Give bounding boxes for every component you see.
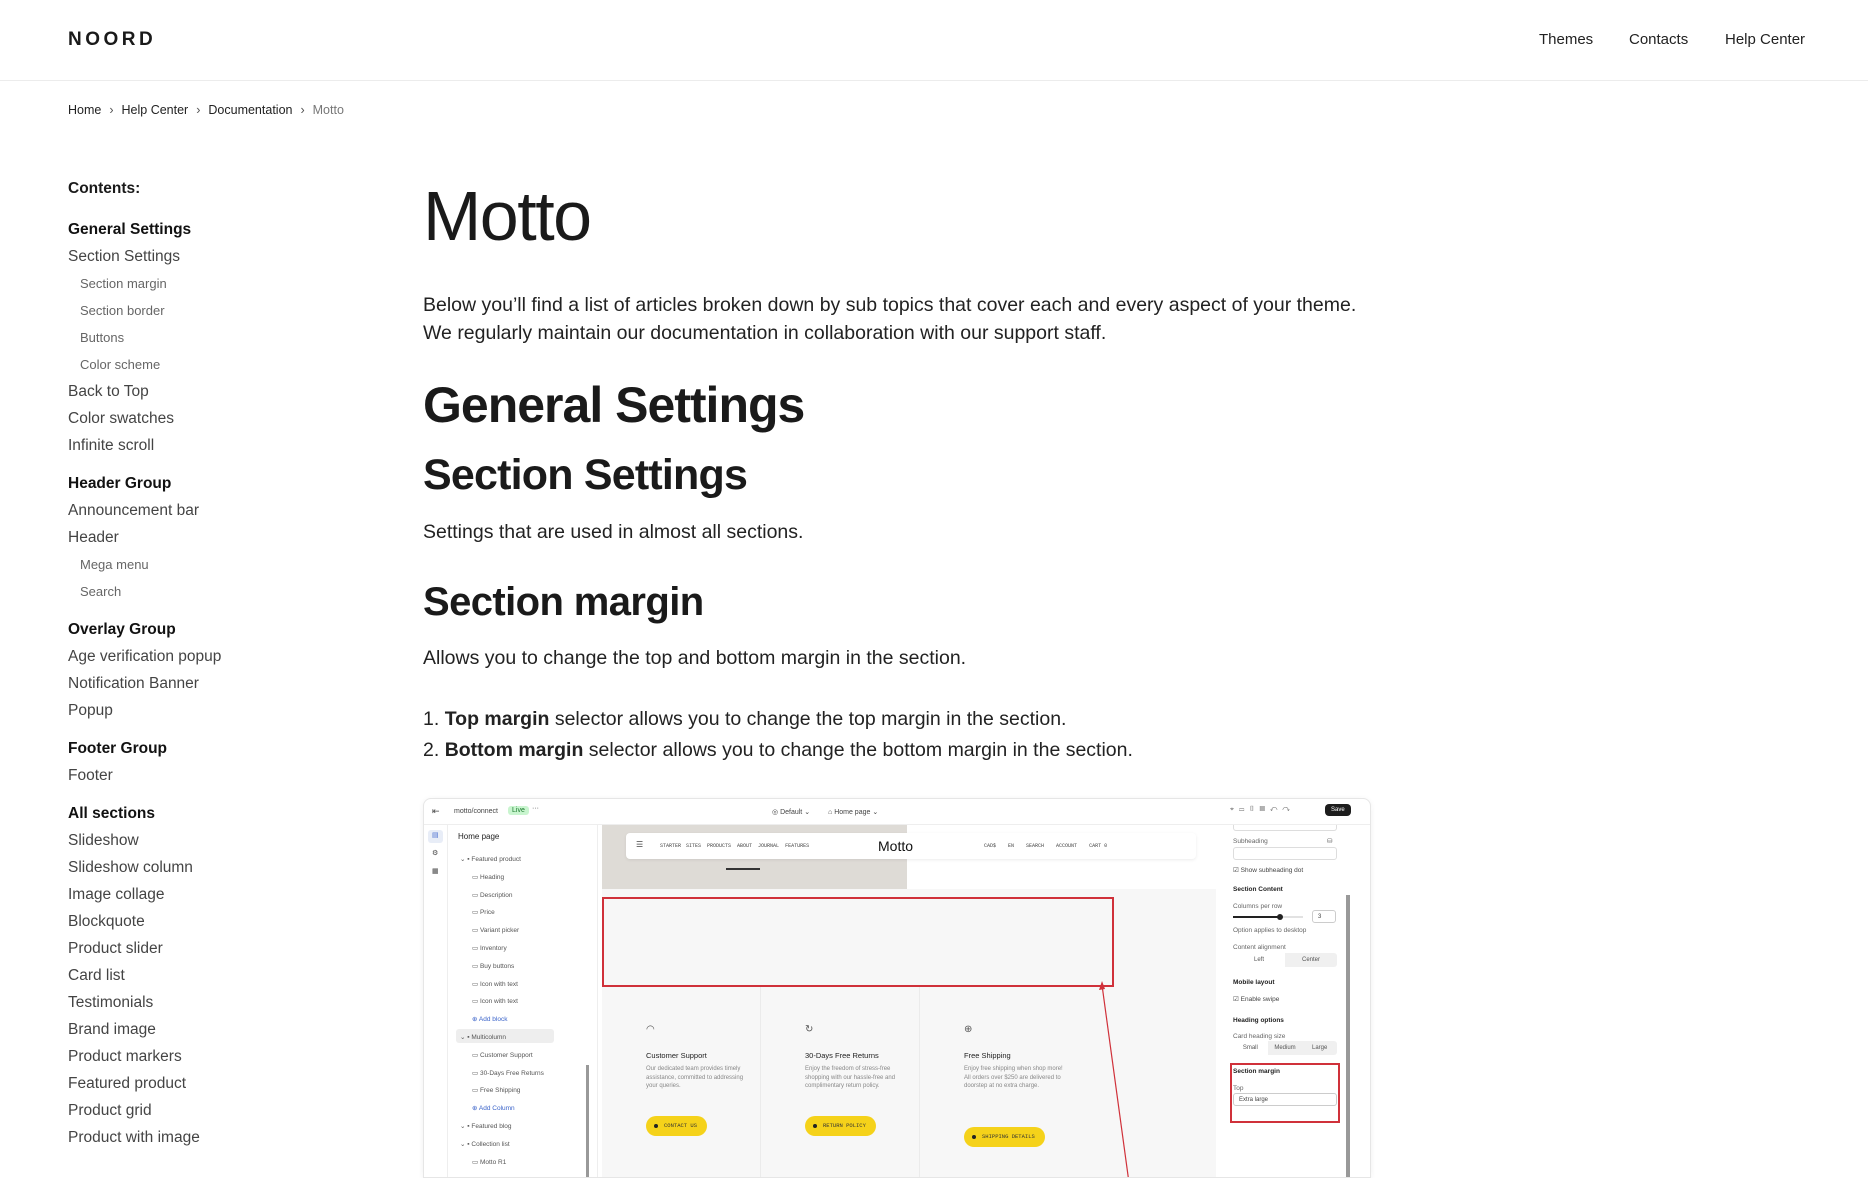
section-tree: [448, 825, 598, 1178]
tree-item-label: 30-Days Free Returns: [479, 1069, 544, 1077]
sidebar-item-card-list[interactable]: Card list: [68, 967, 125, 984]
store-nav-item: JOURNAL: [758, 843, 780, 849]
heading-general-settings: General Settings: [423, 377, 805, 433]
block-icon: ▭: [472, 927, 480, 935]
sidebar-item-popup[interactable]: Popup: [68, 702, 113, 719]
sidebar-item-section-settings[interactable]: Section Settings: [68, 248, 181, 265]
block-icon: ⌄ ▪: [460, 856, 472, 863]
sidebar-item-color-scheme[interactable]: Color scheme: [80, 357, 161, 372]
tree-item: [472, 1086, 520, 1094]
chevron-right-icon: ›: [196, 103, 201, 117]
sidebar-item-product-with-image[interactable]: Product with image: [68, 1129, 200, 1146]
breadcrumb-current: Motto: [312, 103, 344, 117]
chevron-right-icon: ›: [300, 103, 305, 117]
tree-item: [472, 1158, 506, 1166]
sidebar-item-testimonials[interactable]: Testimonials: [68, 994, 154, 1011]
list-number: 2.: [423, 739, 440, 761]
store-name: motto/connect: [454, 808, 498, 815]
globe-icon: ⊕: [964, 1024, 973, 1035]
tree-item-label: Buy buttons: [479, 962, 515, 970]
store-util-item: EN: [1008, 843, 1015, 849]
heading-options-heading: Heading options: [1233, 1017, 1284, 1024]
align-left: Left: [1233, 953, 1285, 967]
store-util-item: CART 0: [1089, 843, 1108, 849]
tree-item-label: Description: [479, 891, 513, 899]
sidebar-item-notification-banner[interactable]: Notification Banner: [68, 675, 199, 692]
mobile-layout-heading: Mobile layout: [1233, 979, 1275, 986]
section-settings-desc: Settings that are used in almost all sections.: [423, 521, 804, 543]
store-nav-item: STARTER SITES: [660, 843, 702, 849]
column-text: Enjoy the freedom of stress-free shopping with our hassle-free and complimentary return policy.: [805, 1066, 896, 1089]
subheading-label: Subheading: [1233, 838, 1268, 845]
section-content-heading: Section Content: [1233, 886, 1283, 893]
block-icon: ▭: [472, 1069, 480, 1077]
breadcrumb: [68, 103, 344, 117]
sidebar-item-slideshow[interactable]: Slideshow: [68, 832, 139, 849]
editor-screenshot: [423, 798, 1371, 1178]
heading-section-settings: Section Settings: [423, 451, 748, 499]
tree-item: [472, 997, 518, 1005]
option-note: Option applies to desktop: [1233, 927, 1307, 934]
sidebar-item-header-group[interactable]: Header Group: [68, 475, 172, 492]
store-header: [626, 833, 1196, 859]
database-icon: ⛁: [1327, 838, 1333, 845]
alignment-toggle: [1233, 953, 1337, 967]
tree-item: [460, 1140, 510, 1148]
theme-label: Default: [780, 809, 803, 816]
block-icon: ▭: [472, 1158, 480, 1166]
palette-icon: ◎: [772, 809, 781, 816]
page-label: Home page: [834, 809, 871, 816]
tree-item: [460, 1122, 512, 1130]
logo[interactable]: NOORD: [68, 29, 157, 50]
sidebar-item-blockquote[interactable]: Blockquote: [68, 913, 145, 930]
column-button: RETURN POLICY: [805, 1116, 876, 1136]
sidebar-item-all-sections[interactable]: All sections: [68, 805, 155, 822]
sidebar-item-general-settings[interactable]: General Settings: [68, 221, 192, 238]
add-icon: ⊕: [472, 1016, 479, 1024]
panel-scrollbar: [1346, 895, 1350, 1178]
sidebar-item-image-collage[interactable]: Image collage: [68, 886, 165, 903]
tree-item-label: Customer Support: [479, 1051, 533, 1059]
sidebar-item-infinite-scroll[interactable]: Infinite scroll: [68, 437, 155, 454]
column-text: Enjoy free shipping when shop more! All orders over $250 are delivered to doorstep at no extra charge.: [964, 1066, 1063, 1089]
tree-item-label: Add Column: [478, 1105, 515, 1113]
sidebar-item-footer-group[interactable]: Footer Group: [68, 740, 168, 757]
block-icon: ▭: [472, 909, 480, 917]
sidebar-item-search[interactable]: Search: [80, 584, 122, 599]
tree-item-label: Multicolumn: [471, 1034, 507, 1041]
sidebar-item-product-slider[interactable]: Product slider: [68, 940, 163, 957]
column-card: [761, 987, 920, 1178]
sections-icon: ▤: [432, 832, 439, 839]
sidebar-item-featured-product[interactable]: Featured product: [68, 1075, 187, 1092]
sidebar-item-section-border[interactable]: Section border: [80, 303, 165, 318]
list-term: Bottom margin: [444, 739, 584, 761]
heading-size-toggle: [1233, 1041, 1337, 1055]
size-medium: Medium: [1274, 1045, 1296, 1051]
sidebar-item-header[interactable]: Header: [68, 529, 119, 546]
tree-item-label: Variant picker: [479, 927, 520, 935]
size-small: Small: [1233, 1041, 1268, 1055]
tree-item: [472, 926, 519, 934]
tree-title: Home page: [458, 832, 500, 841]
block-icon: ▭: [472, 945, 480, 952]
block-icon: ▭: [472, 891, 480, 899]
nav-themes[interactable]: Themes: [1539, 31, 1594, 48]
save-button: Save: [1325, 804, 1351, 816]
columns-label: Columns per row: [1233, 903, 1283, 910]
tree-item-label: Icon with text: [479, 980, 518, 988]
tree-item-label: Add block: [478, 1016, 508, 1024]
store-logo: Motto: [878, 838, 914, 854]
tree-item: [472, 1069, 544, 1077]
column-title: 30-Days Free Returns: [805, 1051, 879, 1060]
tree-item-label: Motto R1: [479, 1158, 507, 1166]
tree-item: [460, 1033, 506, 1041]
return-icon: ↻: [805, 1024, 814, 1035]
contents-sidebar: [68, 180, 368, 1151]
list-text: selector allows you to change the bottom margin in the section.: [583, 739, 1133, 761]
enable-swipe-label: Enable swipe: [1240, 996, 1280, 1003]
tree-item: [472, 944, 507, 952]
sidebar-item-announcement-bar[interactable]: Announcement bar: [68, 502, 199, 519]
store-util-item: SEARCH: [1026, 843, 1045, 849]
heading-section-margin: Section margin: [423, 580, 704, 624]
sidebar-item-slideshow-column[interactable]: Slideshow column: [68, 859, 193, 876]
block-icon: ▭: [472, 962, 480, 970]
block-icon: ▭: [472, 1051, 480, 1059]
store-nav-item: PRODUCTS: [707, 843, 732, 849]
block-icon: ▭: [472, 1087, 480, 1095]
add-icon: ⊕: [472, 1105, 479, 1113]
breadcrumb-home[interactable]: Home: [68, 103, 102, 117]
sidebar-item-footer[interactable]: Footer: [68, 767, 113, 784]
tree-item: [472, 873, 504, 881]
settings-panel: [1226, 825, 1371, 1178]
column-card: [602, 987, 761, 1178]
tree-item-label: Inventory: [479, 945, 507, 952]
breadcrumb-help-center[interactable]: Help Center: [121, 103, 189, 117]
annotation-arrow: [1092, 975, 1132, 1178]
store-util-item: ACCOUNT: [1056, 843, 1078, 849]
sidebar-item-buttons[interactable]: Buttons: [80, 330, 125, 345]
block-icon: ▭: [472, 980, 480, 988]
list-term: Top margin: [444, 708, 550, 730]
icon-rail: [424, 825, 448, 1178]
sidebar-item-product-markers[interactable]: Product markers: [68, 1048, 182, 1065]
headset-icon: ◠: [646, 1024, 655, 1035]
column-text: Our dedicated team provides timely assistance, committed to addressing your queries.: [646, 1066, 744, 1089]
sidebar-item-brand-image[interactable]: Brand image: [68, 1021, 156, 1038]
subheading-input: [1233, 847, 1337, 860]
store-preview: [602, 825, 1216, 1178]
card-heading-size-label: Card heading size: [1233, 1033, 1286, 1040]
tree-item-label: Price: [479, 909, 495, 917]
tree-item: [472, 1104, 515, 1112]
column-button: CONTACT US: [646, 1116, 707, 1136]
top-label: Top: [1233, 1085, 1244, 1092]
section-margin-highlight: [602, 897, 1114, 987]
breadcrumb-documentation[interactable]: Documentation: [208, 103, 293, 117]
contents-caption: Contents:: [68, 180, 141, 197]
show-dot-label: Show subheading dot: [1240, 867, 1304, 874]
show-dot-checkbox: ☑ Show subheading dot: [1233, 867, 1304, 874]
alignment-label: Content alignment: [1233, 944, 1286, 951]
list-item: [423, 708, 1066, 731]
block-icon: ⌄ ▪: [460, 1140, 472, 1148]
page-title: Motto: [423, 177, 591, 255]
tree-item-label: Icon with text: [479, 998, 518, 1006]
block-icon: ▭: [472, 873, 480, 881]
chevron-right-icon: ›: [109, 103, 114, 117]
size-large: Large: [1312, 1045, 1328, 1051]
tree-item: [472, 908, 495, 916]
sidebar-item-age-verification-popup[interactable]: Age verification popup: [68, 648, 222, 665]
device-icons: ⌖▭▯▤↶↷: [1230, 806, 1295, 813]
block-icon: ⌄ ▪: [460, 1034, 472, 1041]
sidebar-item-back-to-top[interactable]: Back to Top: [68, 383, 149, 400]
tree-item: [472, 1051, 533, 1059]
block-icon: ▭: [472, 998, 480, 1006]
settings-icon: ⚙: [432, 850, 439, 857]
tree-item-label: Free Shipping: [479, 1087, 521, 1095]
theme-select: ◎ Default ⌄: [772, 809, 811, 816]
list-item: [423, 739, 1133, 762]
tree-item-label: Featured product: [471, 856, 521, 863]
home-icon: ⌂: [828, 809, 835, 816]
sidebar-item-color-swatches[interactable]: Color swatches: [68, 410, 174, 427]
sidebar-item-section-margin[interactable]: Section margin: [80, 276, 167, 291]
columns-input: 3: [1312, 910, 1336, 923]
menu-icon: ☰: [636, 840, 644, 849]
live-badge: Live: [508, 806, 529, 815]
sidebar-item-overlay-group[interactable]: Overlay Group: [68, 621, 176, 638]
store-nav-item: FEATURES: [785, 843, 810, 849]
enable-swipe-checkbox: ☑ Enable swipe: [1233, 996, 1280, 1003]
tree-item: [472, 962, 514, 970]
column-title: Customer Support: [646, 1051, 707, 1060]
columns-slider: [1233, 916, 1303, 918]
store-util-item: CAD$: [984, 843, 997, 849]
store-nav-item: ABOUT: [737, 843, 753, 849]
top-select: [1233, 1093, 1337, 1106]
editor-toolbar: [424, 799, 1371, 825]
section-margin-desc: Allows you to change the top and bottom margin in the section.: [423, 647, 967, 669]
tree-item-label: Featured blog: [471, 1123, 512, 1130]
nav-help-center[interactable]: Help Center: [1725, 31, 1806, 48]
tree-item: [472, 891, 512, 899]
sidebar-item-product-grid[interactable]: Product grid: [68, 1102, 152, 1119]
nav-contacts[interactable]: Contacts: [1629, 31, 1689, 48]
column-title: Free Shipping: [964, 1051, 1011, 1060]
align-center: Center: [1301, 957, 1320, 963]
section-margin-heading: Section margin: [1233, 1068, 1280, 1075]
list-number: 1.: [423, 708, 440, 730]
tree-item: [460, 855, 521, 863]
top-select-value: Extra large: [1239, 1097, 1269, 1103]
apps-icon: ▦: [432, 868, 439, 875]
more-icon: ···: [532, 805, 539, 812]
column-button: SHIPPING DETAILS: [964, 1127, 1045, 1147]
sidebar-item-mega-menu[interactable]: Mega menu: [80, 557, 149, 572]
tree-item-label: Heading: [479, 873, 505, 881]
intro-text: Below you’ll find a list of articles broken down by sub topics that cover each and every aspect of your theme. We regularly maintain our documentation in collaboration with our support staff.: [423, 294, 1357, 344]
site-header: [0, 0, 1868, 81]
exit-icon: ⇤: [432, 806, 440, 816]
tree-item-label: Collection list: [471, 1140, 510, 1148]
block-icon: ⌄ ▪: [460, 1123, 472, 1130]
tree-item: [472, 980, 518, 988]
page-select: ⌂ Home page ⌄: [828, 809, 879, 816]
column-card: [920, 987, 1079, 1178]
tree-item: [472, 1015, 507, 1023]
list-text: selector allows you to change the top margin in the section.: [549, 708, 1067, 730]
